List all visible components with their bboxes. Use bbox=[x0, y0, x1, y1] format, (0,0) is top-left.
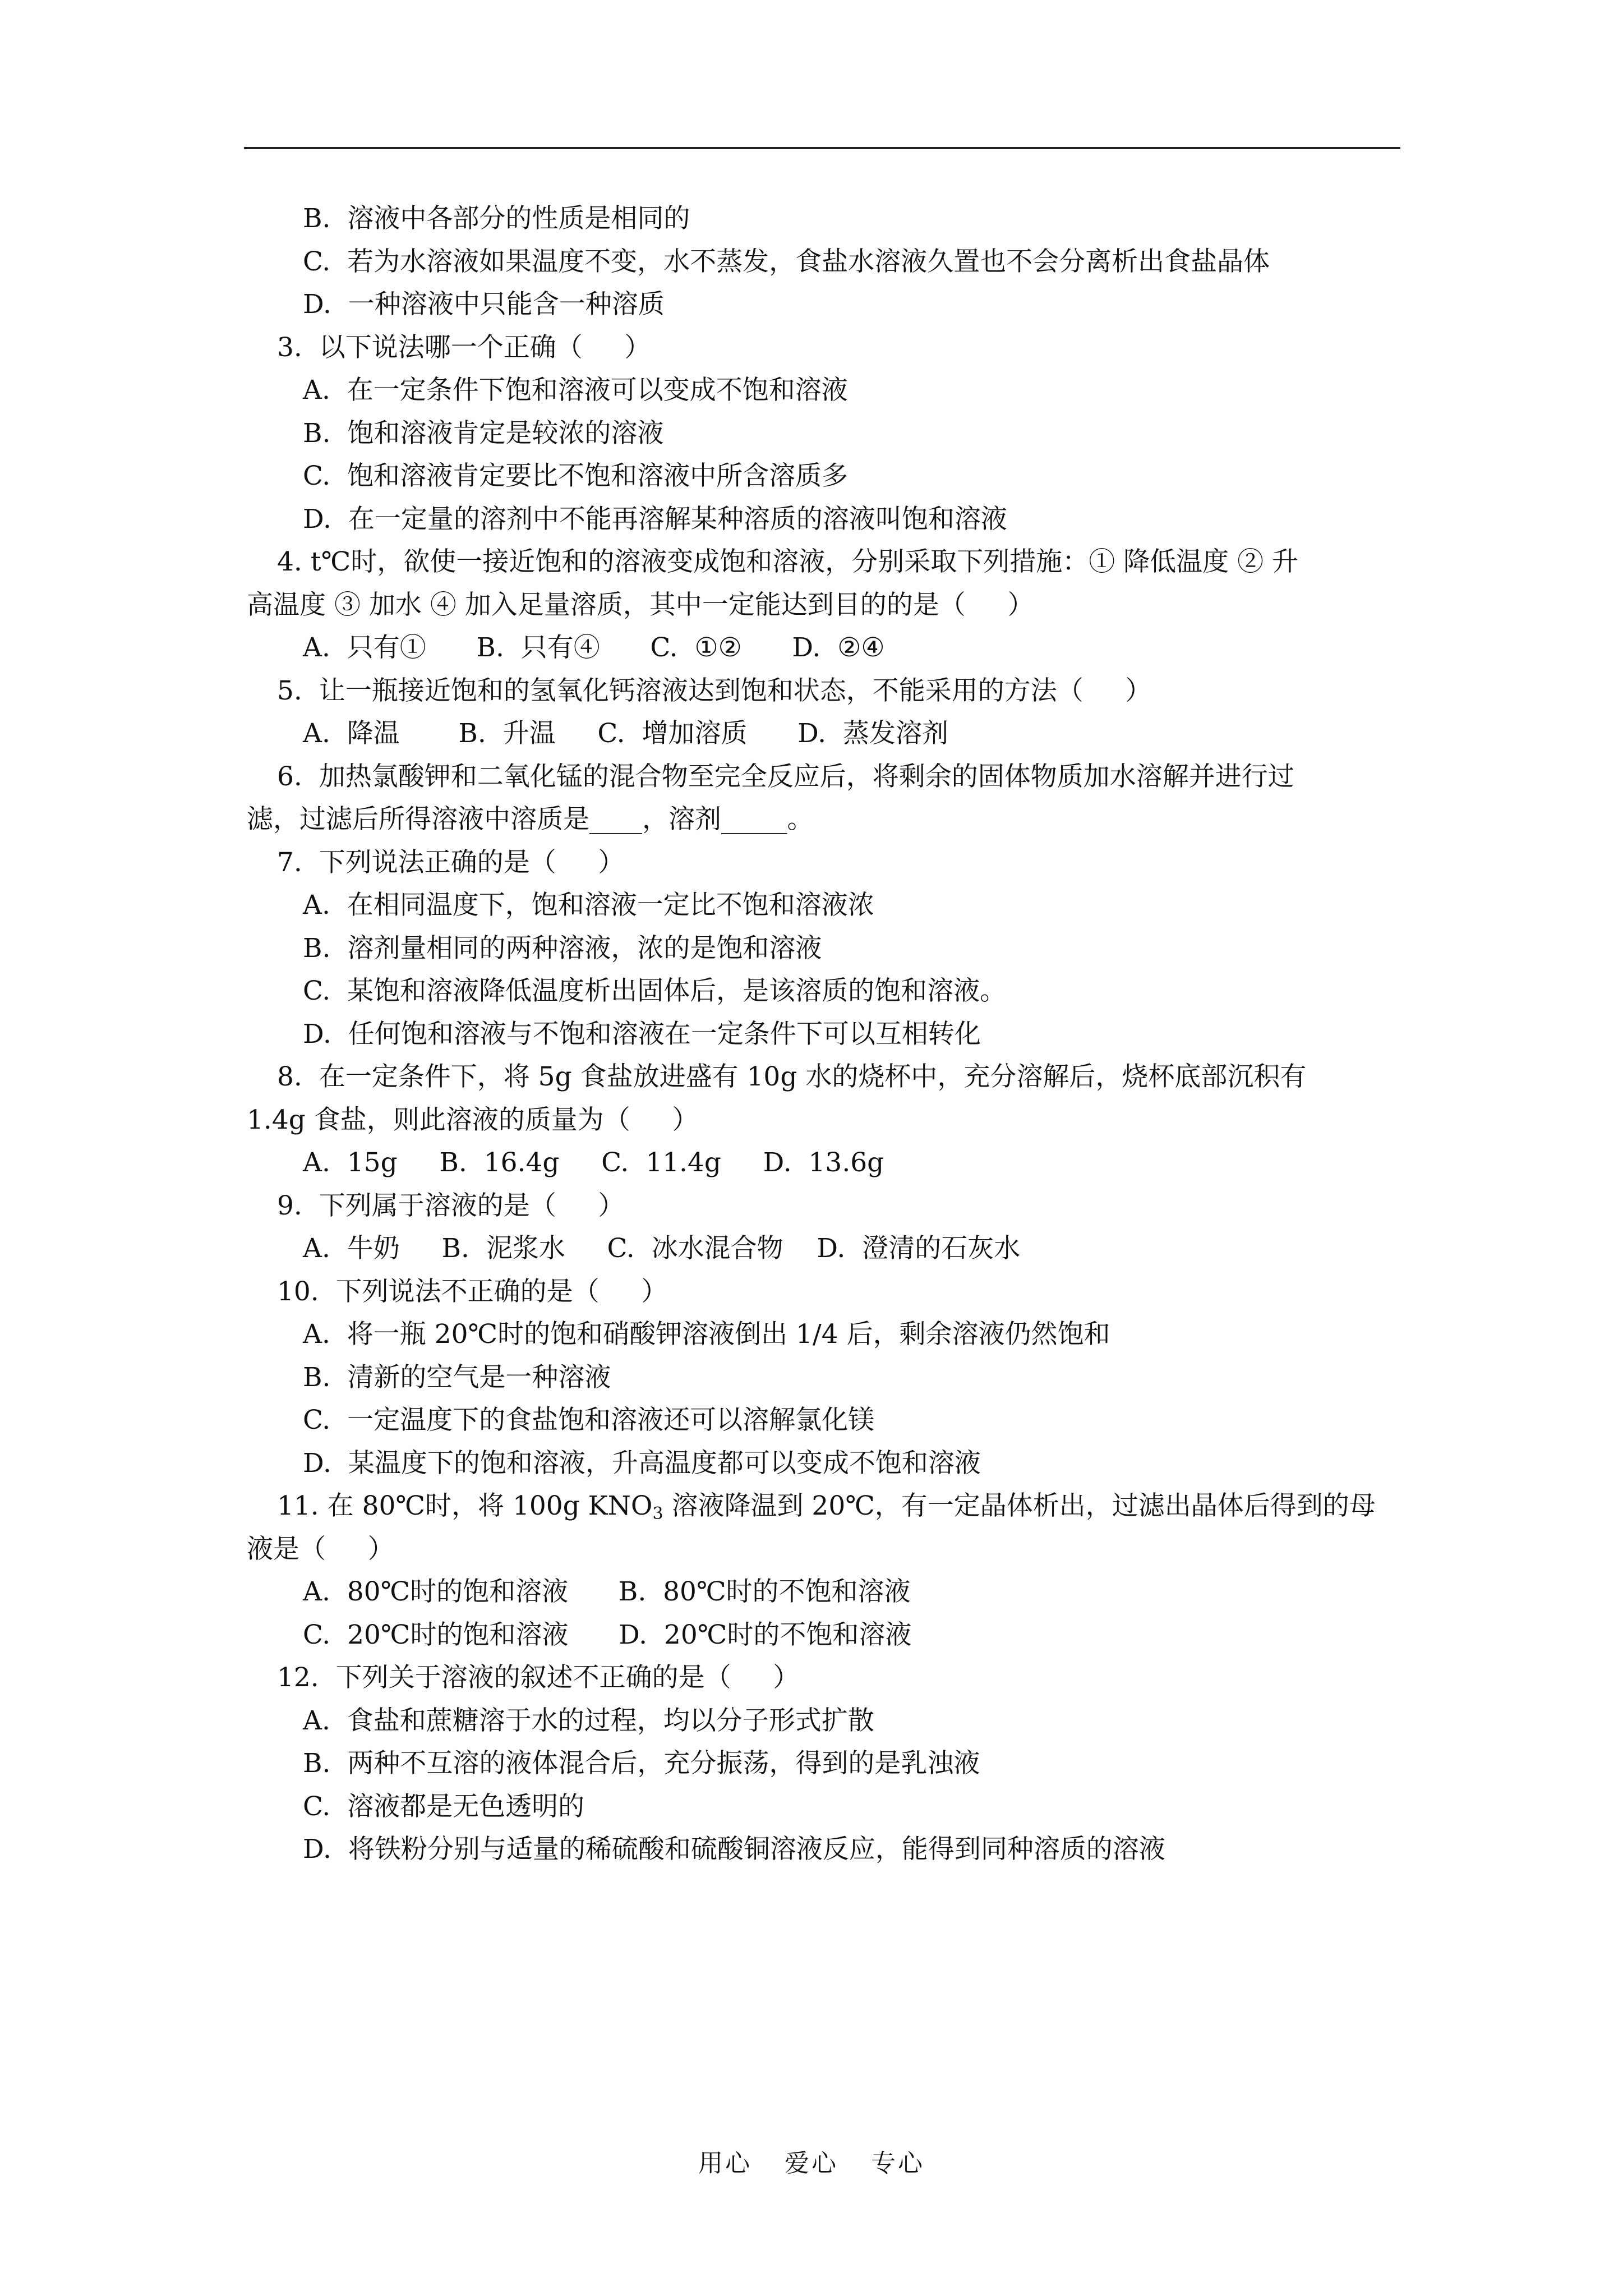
answer-option: D. 在一定量的溶剂中不能再溶解某种溶质的溶液叫饱和溶液 bbox=[303, 503, 1007, 535]
document-body bbox=[247, 197, 1402, 1871]
question-line: 3. 以下说法哪一个正确（ ） bbox=[277, 332, 651, 363]
answer-option: D. 将铁粉分别与适量的稀硫酸和硫酸铜溶液反应，能得到同种溶质的溶液 bbox=[303, 1834, 1165, 1865]
answer-option: C. 饱和溶液肯定要比不饱和溶液中所含溶质多 bbox=[303, 461, 849, 491]
answer-option: C. 一定温度下的食盐饱和溶液还可以溶解氯化镁 bbox=[303, 1405, 875, 1435]
answer-option: A. 牛奶 B. 泥浆水 C. 冰水混合物 D. 澄清的石灰水 bbox=[303, 1233, 1021, 1264]
answer-option: B. 饱和溶液肯定是较浓的溶液 bbox=[303, 417, 664, 449]
question-line: 5. 让一瓶接近饱和的氢氧化钙溶液达到饱和状态，不能采用的方法（ ） bbox=[277, 675, 1152, 706]
question-line: 8. 在一定条件下，将 5g 食盐放进盛有 10g 水的烧杯中，充分溶解后，烧杯底部沉积有 bbox=[277, 1061, 1307, 1092]
answer-option: D. 某温度下的饱和溶液，升高温度都可以变成不饱和溶液 bbox=[303, 1447, 981, 1479]
answer-option: A. 只有① B. 只有④ C. ①② D. ②④ bbox=[303, 632, 885, 663]
question-line: 9. 下列属于溶液的是（ ） bbox=[277, 1190, 625, 1221]
answer-option: B. 溶剂量相同的两种溶液，浓的是饱和溶液 bbox=[303, 932, 822, 964]
answer-option: A. 食盐和蔗糖溶于水的过程，均以分子形式扩散 bbox=[303, 1705, 874, 1736]
answer-option: C. 某饱和溶液降低温度析出固体后，是该溶质的饱和溶液。 bbox=[303, 976, 1007, 1006]
question-continued: 高温度 ③ 加水 ④ 加入足量溶质，其中一定能达到目的的是（ ） bbox=[247, 589, 1034, 620]
question-line: 6. 加热氯酸钾和二氧化锰的混合物至完全反应后，将剩余的固体物质加水溶解并进行过 bbox=[277, 761, 1294, 792]
page-footer: 用心 爱心 专心 bbox=[698, 2149, 925, 2178]
answer-option: B. 清新的空气是一种溶液 bbox=[303, 1361, 611, 1393]
answer-option: C. 溶液都是无色透明的 bbox=[303, 1791, 585, 1822]
question-line: 7. 下列说法正确的是（ ） bbox=[277, 846, 625, 878]
question-11-continued: 液是（ ） bbox=[247, 1533, 394, 1565]
answer-option: C. 20℃时的饱和溶液 D. 20℃时的不饱和溶液 bbox=[303, 1619, 912, 1650]
answer-option: A. 降温 B. 升温 C. 增加溶质 D. 蒸发溶剂 bbox=[303, 718, 948, 749]
header-rule bbox=[244, 147, 1400, 149]
answer-option: B. 两种不互溶的液体混合后，充分振荡，得到的是乳浊液 bbox=[303, 1748, 980, 1779]
answer-option: C. 若为水溶液如果温度不变，水不蒸发，食盐水溶液久置也不会分离析出食盐晶体 bbox=[303, 246, 1270, 277]
question-continued: 滤，过滤后所得溶液中溶质是____，溶剂_____。 bbox=[247, 804, 814, 835]
answer-option: B. 溶液中各部分的性质是相同的 bbox=[303, 203, 690, 234]
answer-option: A. 在相同温度下，饱和溶液一定比不饱和溶液浓 bbox=[303, 890, 874, 921]
question-11: 11. 在 80℃时，将 100g $KNO_3$ 溶液降温到 20℃，有一定晶体析出，过滤出晶体后得到的母 bbox=[277, 1490, 1376, 1524]
answer-option: A. 80℃时的饱和溶液 B. 80℃时的不饱和溶液 bbox=[303, 1576, 911, 1607]
question-line: 4. t℃时，欲使一接近饱和的溶液变成饱和溶液，分别采取下列措施：① 降低温度 ② 升 bbox=[277, 546, 1299, 577]
answer-option: A. 15g B. 16.4g C. 11.4g D. 13.6g bbox=[303, 1147, 884, 1178]
answer-option: A. 在一定条件下饱和溶液可以变成不饱和溶液 bbox=[303, 375, 848, 406]
answer-option: A. 将一瓶 20℃时的饱和硝酸钾溶液倒出 1/4 后，剩余溶液仍然饱和 bbox=[303, 1319, 1110, 1350]
question-line: 12. 下列关于溶液的叙述不正确的是（ ） bbox=[277, 1662, 800, 1693]
answer-option: D. 一种溶液中只能含一种溶质 bbox=[303, 289, 665, 320]
question-continued: 1.4g 食盐，则此溶液的质量为（ ） bbox=[247, 1104, 699, 1135]
answer-option: D. 任何饱和溶液与不饱和溶液在一定条件下可以互相转化 bbox=[303, 1018, 981, 1050]
question-line: 10. 下列说法不正确的是（ ） bbox=[277, 1276, 668, 1307]
